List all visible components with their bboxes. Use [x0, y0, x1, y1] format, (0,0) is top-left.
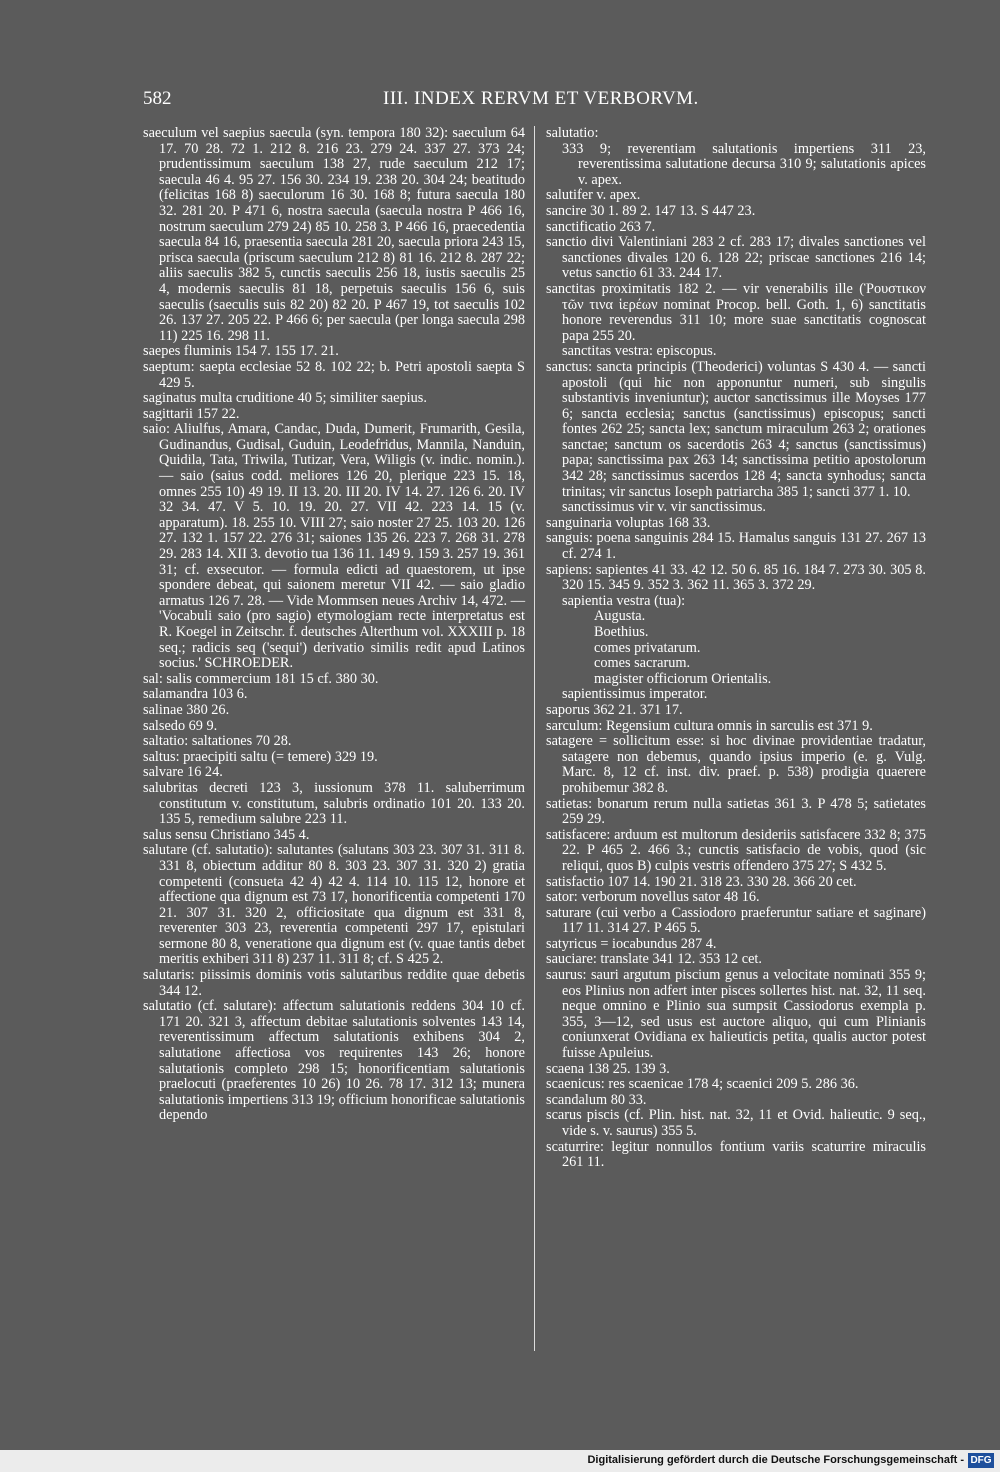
running-title: III. INDEX RERVM ET VERBORVM. — [383, 88, 699, 109]
index-entry: sapientissimus imperator. — [562, 686, 708, 703]
index-entry: sanctitas proximitatis 182 2. — vir venerabilis ille (Ῥουστικον τῶν τινα ἱερέων nominat Procop. bell. Goth. 1, 6) sanctitatis honore reverendus 311 10; more suae sanctitatis cognoscat papa 255 20. — [546, 280, 926, 344]
index-entry: salsedo 69 9. — [143, 717, 218, 734]
index-entry: saltatio: saltationes 70 28. — [143, 733, 292, 750]
index-entry: magister officiorum Orientalis. — [594, 670, 772, 687]
page-header — [143, 88, 928, 112]
index-entry: saltus: praecipiti saltu (= temere) 329 19. — [143, 748, 378, 765]
column-divider — [534, 126, 535, 1351]
index-entry: sancire 30 1. 89 2. 147 13. S 447 23. — [546, 202, 756, 219]
index-entry: sanguinaria voluptas 168 33. — [546, 514, 711, 531]
index-entry: Boethius. — [594, 624, 649, 640]
index-entry: saeculum vel saepius saecula (syn. tempora 180 32): saeculum 64 17. 70 28. 72 1. 212 8. 216 23. 279 24. 337 27. 373 24; prudentissimum saeculum 138 27, rude saeculum 212 17; saecula 46 4. 95 27. 156 30. 234 19. 238 20. 304 24; beatitudo (felicitas 168 8) saeculorum 16 30. 168 8; futura saecula 180 32. 281 20. P 471 6, nostra saecula (saecula nostra P 466 16, nostrum saeculum 279 24) 85 10. 258 3. P 466 16, praecedentia saecula 84 16, praesentia saecula 281 20, saecula priora 243 15, prisca saecula (priscum saeculum 212 8) 81 16. 212 8. 287 22; aliis saeculis 382 5, cunctis saeculis 256 18, iustis saeculis 25 4, modernis saeculis 81 18, perpetuis saeculis 156 6, suis saeculis (saeculis suis 82 20) 82 20. P 467 19, tot saeculis 102 26. 137 27. 205 22. P 466 6; per saecula (per longa saecula 298 11) 225 16. 298 11. — [143, 125, 525, 344]
index-entry: comes sacrarum. — [594, 655, 691, 672]
dfg-logo: DFG — [968, 1453, 994, 1468]
index-entry: comes privatarum. — [594, 639, 701, 656]
index-entry: saio: Aliulfus, Amara, Candac, Duda, Dumerit, Frumarith, Gesila, Gudinandus, Gudisal, Guduin, Leodefridus, Mannila, Nanduin, Quidila, Tata, Triwila, Tutizar, Vera, Wiligis (v. indic. nomin.). — saio (saius codd. meliores 126 20, plerique 223 15. 18, omnes 255 10) 49 19. II 13. 20. III 20. IV 14. 27. 126 6. 20. IV 32 34. 47. V 5. 10. 19. 20. 27. VII 42. 223 14. 15 (v. apparatum). 18. 255 10. VIII 27; saio noster 27 25. 103 20. 126 27. 132 1. 157 22. 276 31; saiones 135 26. 223 7. 268 31. 278 29. 283 14. XII 3. devotio tua 136 11. 149 9. 159 3. 257 19. 361 31; cf. exsecutor. — formula edicti ad quaestorem, ut ipse spondere debeat, qui saionem meretur VII 42. — saio gladio armatus 126 7. 28. — Vide Mommsen neues Archiv 14, 472. — 'Vocabuli saio (pro sagio) etymologiam recte interpretatus est R. Koegel in Zeitschr. f. deutsches Alterthum vol. XXXIII p. 18 seq.; radicis seq ('sequi') derivatio similis redit apud Latinos socius.' SCHROEDER. — [143, 421, 525, 672]
index-entry: 333 9; reverentiam salutationis impertiens 311 23, reverentissima salutatione decursa 310 9; salutationis apices v. apex. — [562, 140, 926, 188]
index-entry: sanctitas vestra: episcopus. — [562, 343, 717, 360]
index-entry: salus sensu Christiano 345 4. — [143, 826, 310, 843]
index-entry: satisfactio 107 14. 190 21. 318 23. 330 28. 366 20 cet. — [546, 873, 857, 890]
index-entry: satietas: bonarum rerum nulla satietas 361 3. P 478 5; satietates 259 29. — [546, 795, 926, 828]
index-entry: salvare 16 24. — [143, 764, 223, 781]
index-entry: sagittarii 157 22. — [143, 405, 240, 422]
index-entry: saturare (cui verbo a Cassiodoro praeferuntur satiare et saginare) 117 11. 314 27. P 465 5. — [546, 904, 926, 937]
index-entry: sator: verborum novellus sator 48 16. — [546, 889, 760, 906]
index-entry: saeptum: saepta ecclesiae 52 8. 102 22; b. Petri apostoli saepta S 429 5. — [143, 358, 525, 391]
index-entry: sal: salis commercium 181 15 cf. 380 30. — [143, 670, 379, 687]
index-entry: scarus piscis (cf. Plin. hist. nat. 32, 11 et Ovid. halieutic. 9 seq., vide s. v. saurus) 355 5. — [546, 1107, 926, 1139]
index-entry: salutifer v. apex. — [546, 187, 641, 204]
index-entry: sapientia vestra (tua): — [562, 592, 686, 609]
index-entry: saginatus multa cruditione 40 5; similiter saepius. — [143, 390, 427, 407]
index-entry: sanctificatio 263 7. — [546, 218, 656, 235]
index-entry: salamandra 103 6. — [143, 686, 248, 703]
index-entry: salutare (cf. salutatio): salutantes (salutans 303 23. 307 31. 311 8. 331 8, obiectum additur 80 8. 303 23. 307 31. 320 2) gratia competenti (consueta 42 4) 42 4. 114 10. 115 12, honore et affectione qua dignum est 73 17, honorificentia competenti 170 21. 307 31. 320 2, officiositate qua dignum est 331 8, reverenter 303 23, reverentia competenti 297 17, epistulari sermone 80 8, veneratione qua dignum est (v. quae tantis debet meritis exhiberi 311 8) 237 11. 311 8; cf. S 425 2. — [143, 842, 525, 968]
index-entry: sanctus: sancta principis (Theoderici) voluntas S 430 4. — sancti apostoli (qui hic non apponuntur numeri, sub singulis substantivis inveniuntur); auctor sanctissimus ille Moyses 177 6; sancta ecclesia; sanctus (sanctissimus) episcopus; sancti fontes 262 25; sancta lex; sanctum miraculum 263 2; orationes sanctae; sanctum os sacerdotis 263 4; sanctus (sanctissimus) papa; sanctissima pax 263 14; sanctissima petitio apostolorum 342 28; sanctissimus sacerdos 128 4; sancta synhodus; sancta trinitas; vir sanctus Ioseph patriarcha 385 1; sancti 377 1. 10. — [546, 358, 926, 500]
index-column-left — [143, 126, 525, 1124]
index-entry: scaturrire: legitur nonnullos fontium variis scaturrire miraculis 261 11. — [546, 1138, 926, 1171]
index-entry: sanctissimus vir v. vir sanctissimus. — [562, 499, 766, 516]
index-entry: satagere = sollicitum esse: si hoc divinae providentiae tradatur, satagere non debemus, quando ipsius imperio (e. g. Vulg. Marc. 8, 12 cf. inst. div. praef. p. 538) prodigia quaerere prohibemur 382 8. — [546, 733, 926, 796]
index-entry: scaena 138 25. 139 3. — [546, 1060, 670, 1077]
index-entry: salutatio (cf. salutare): affectum salutationis reddens 304 10 cf. 171 20. 321 3, affectum debitae salutationis solventes 143 14, reverentissimum affectum salutationis exhibens 304 2, salutatione affectiosa vos requirentes 143 26; honore salutationis completo 298 15; honorificentiam salutationis praelocuti (praeferentes 10 26) 10 26. 78 17. 312 13; munera salutationis impertiens 313 19; officium honorificae salutationis dependo — [143, 998, 525, 1124]
index-entry: sanguis: poena sanguinis 284 15. Hamalus sanguis 131 27. 267 13 cf. 274 1. — [546, 530, 926, 563]
index-entry: saurus: sauri argutum piscium genus a velocitate nominati 355 9; eos Plinius non adfert inter pisces sollertes hist. nat. 32, 11 seq. neque omnino e Plinio sua sumpsit Cassiodorus exempla p. 355, 3—12, sed usus est auctore aliquo, qui cum Plinianis coniunxerat Ovidiana ex halieuticis petita, qualis auctor potest fuisse Apuleius. — [546, 967, 926, 1062]
index-entry: salutatio: — [546, 125, 599, 141]
index-column-right — [546, 126, 926, 1171]
index-entry: salinae 380 26. — [143, 701, 230, 718]
footer-bar — [0, 1450, 1000, 1472]
index-entry: saporus 362 21. 371 17. — [546, 701, 683, 718]
footer-credit: Digitalisierung gefördert durch die Deutsche Forschungsgemeinschaft - — [587, 1454, 964, 1466]
index-entry: satyricus = iocabundus 287 4. — [546, 935, 717, 952]
index-entry: scandalum 80 33. — [546, 1091, 647, 1108]
index-entry: satisfacere: arduum est multorum desideriis satisfacere 332 8; 375 22. P 465 2. 466 3.; cunctis satisfacio de vobis, quod (sic reliqui, quos B) culpis vestris offendero 375 27; S 432 5. — [546, 826, 926, 874]
index-entry: salubritas decreti 123 3, iussionum 378 11. saluberrimum constitutum v. constitutum, salubris ordinatio 101 20. 133 20. 135 5, remedium salubre 223 11. — [143, 779, 525, 828]
index-entry: sanctio divi Valentiniani 283 2 cf. 283 17; divales sanctiones vel sanctiones divales 120 6. 128 22; priscae sanctiones 216 14; vetus sanctio 61 33. 244 17. — [546, 234, 926, 282]
index-entry: sapiens: sapientes 41 33. 42 12. 50 6. 85 16. 184 7. 273 30. 305 8. 320 15. 345 9. 352 3. 362 11. 365 3. 372 29. — [546, 561, 926, 594]
index-entry: Augusta. — [594, 608, 646, 625]
index-entry: salutaris: piissimis dominis votis salutaribus reddite quae debetis 344 12. — [143, 967, 525, 999]
index-entry: saepes fluminis 154 7. 155 17. 21. — [143, 343, 339, 360]
index-entry: scaenicus: res scaenicae 178 4; scaenici 209 5. 286 36. — [546, 1076, 859, 1093]
page-number: 582 — [143, 88, 172, 109]
index-entry: sarculum: Regensium cultura omnis in sarculis est 371 9. — [546, 717, 873, 734]
index-entry: sauciare: translate 341 12. 353 12 cet. — [546, 951, 762, 968]
